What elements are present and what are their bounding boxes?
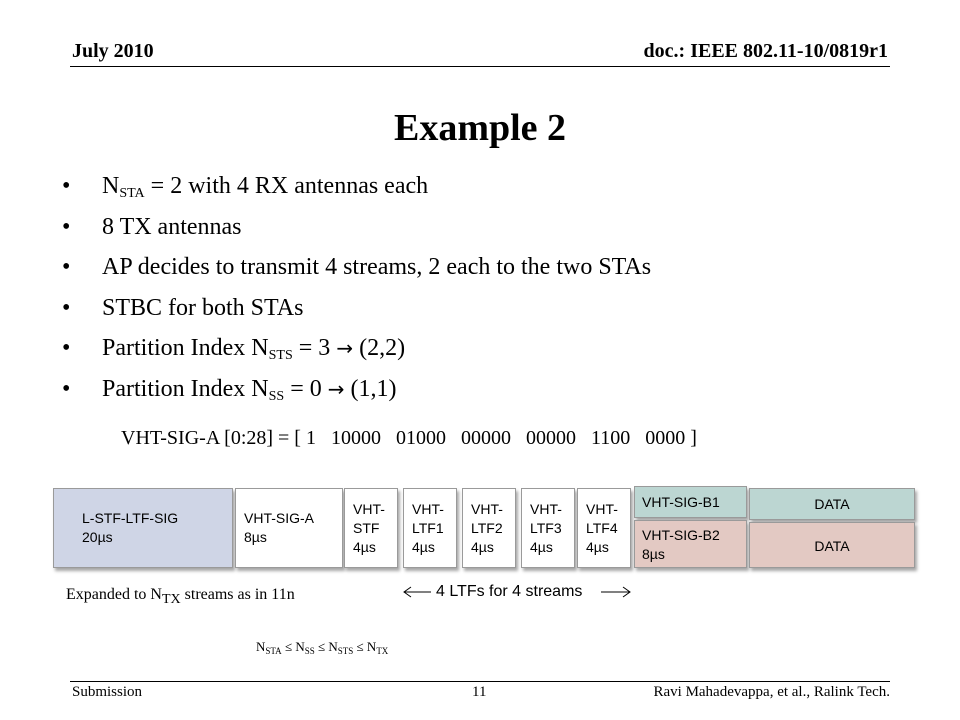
field-vht-sig-a: VHT-SIG-A 8µs [235,488,343,568]
bullet-dot-icon: • [62,294,71,321]
bullet-dot-icon: • [62,375,71,402]
bullet-list [58,166,651,409]
stream-inequality: $N_{STA} \le N_{SS} \le N_{STS} \le N_{TX}$ [256,639,389,656]
slide-title: Example 2 [393,107,567,149]
field-data-stream-2: DATA [749,522,915,568]
ltf-note-text: 4 LTFs for 4 streams [436,583,583,600]
footer-rule [70,681,890,682]
field-vht-ltf1: VHT- LTF1 4µs [403,488,457,568]
bullet-nsta: • $N_{STA} = 2$ with 4 RX antennas each [58,166,651,207]
bullet-stbc: • STBC for both STAs [58,288,651,329]
bullet-partition-nss: • Partition Index $N_{SS} = 0 \to (1,1)$ [58,369,651,410]
footer-page-number: 11 [472,684,487,700]
header-doc-id: doc.: IEEE 802.11-10/0819r1 [643,40,888,62]
right-arrow-icon: → [327,376,345,401]
field-data-stream-1: DATA [749,488,915,520]
bullet-tx-antennas: • 8 TX antennas [58,207,651,248]
bullet-dot-icon: • [62,254,71,280]
field-vht-ltf4: VHT- LTF4 4µs [577,488,631,568]
footer-authors: Ravi Mahadevappa, et al., Ralink Tech. [653,684,890,700]
vht-sig-a-bits: VHT-SIG-A [0:28] = [ 1 10000 01000 00000 00000 1100 0000 ] [121,427,697,449]
field-vht-ltf3: VHT- LTF3 4µs [521,488,575,568]
right-arrow-icon [600,585,632,599]
bullet-partition-nsts: • Partition Index $N_{STS} = 3 \to (2,2)$ [58,328,651,369]
field-vht-sig-b2: VHT-SIG-B2 8µs [634,520,747,568]
field-l-stf-ltf-sig: L-STF-LTF-SIG 20µs [53,488,233,568]
bullet-dot-icon: • [62,213,71,240]
bullet-dot-icon: • [62,335,71,361]
bullet-dot-icon: • [62,173,71,199]
right-arrow-icon: → [336,336,354,360]
left-arrow-icon [402,585,432,599]
header-date: July 2010 [72,40,154,62]
header-rule [70,66,890,67]
field-vht-stf: VHT- STF 4µs [344,488,398,568]
footer-submission: Submission [72,684,143,700]
bullet-streams: • AP decides to transmit 4 streams, 2 each to the two STAs [58,247,651,288]
expanded-note: Expanded to $N_{TX}$ streams as in 11n [66,586,295,607]
field-vht-ltf2: VHT- LTF2 4µs [462,488,516,568]
field-vht-sig-b1: VHT-SIG-B1 [634,486,747,518]
